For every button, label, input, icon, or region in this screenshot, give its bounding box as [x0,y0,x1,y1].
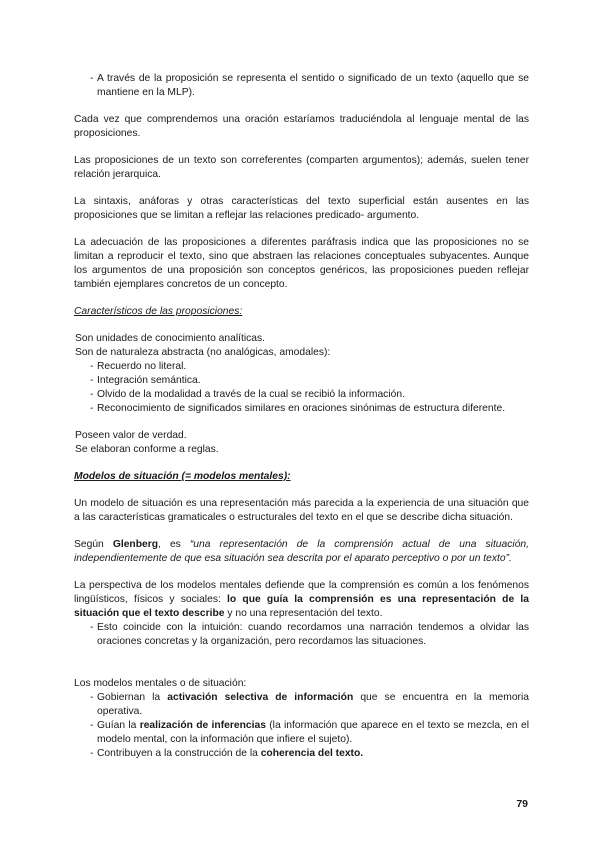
heading-caracteristicos: Característicos de las proposiciones: [74,306,243,317]
paragraph-sintaxis: La sintaxis, anáforas y otras características del texto superficial están ausentes en las proposiciones que se limitan a reflejar las relaciones predicado- argumento. [74,196,529,221]
list-item: - Gobiernan la activación selectiva de información que se encuentra en la memoria operativa. [74,691,529,719]
paragraph-modelos-lista-intro: Los modelos mentales o de situación: [74,678,247,689]
paragraph-parafrasis: La adecuación de las proposiciones a diferentes paráfrasis indica que las proposiciones no se limitan a reproducir el texto, sino que abstraen las relaciones conceptuales subyacentes. Aunque los argumentos de una proposición son conceptos genéricos, las proposiciones pueden reflejar también ejemplares concretos de un concepto. [74,237,529,290]
characteristic-abstracta: Son de naturaleza abstracta (no analógicas, amodales): [75,347,331,358]
paragraph-oracion: Cada vez que comprendemos una oración estaríamos traduciéndola al lenguaje mental de las proposiciones. [74,114,529,139]
abstract-list [74,360,529,416]
paragraph-correferentes: Las proposiciones de un texto son correferentes (comparten argumentos); además, suelen tener relación jerarquica. [74,155,529,180]
list-item: - Esto coincide con la intuición: cuando recordamos una narración tendemos a olvidar las oraciones concretas y la organización, pero recordamos las situaciones. [74,621,529,649]
quote: “una representación de la comprensión actual de una situación, independientemente de que esa situación sea descrita por el aparato perceptivo o por un texto”. [74,539,530,564]
list-item: - Contribuyen a la construcción de la coherencia del texto. [74,747,529,761]
intro-list [74,72,529,100]
list-item: - Reconocimiento de significados similares en oraciones sinónimas de estructura diferente. [74,402,529,416]
heading-modelos-situacion: Modelos de situación (= modelos mentales): [74,471,291,482]
paragraph-glenberg: Según Glenberg, es “una representación de la comprensión actual de una situación, independientemente de que esa situación sea descrita por el aparato perceptivo o por un texto”. [74,539,530,564]
document-page [74,72,529,761]
list-item: - Guían la realización de inferencias (la información que aparece en el texto se mezcla, en el modelo mental, con la información que infiere el sujeto). [74,719,529,747]
list-item: - Recuerdo no literal. [74,360,529,374]
emphasis: lo que guía la comprensión es una representación de la situación que el texto describe [74,594,530,619]
characteristic-reglas: Se elaboran conforme a reglas. [75,444,219,455]
list-item: - Integración semántica. [74,374,529,388]
paragraph-perspectiva: La perspectiva de los modelos mentales defiende que la comprensión es común a los fenómenos lingüísticos, físicos y sociales: lo que guía la comprensión es una representación de la situación que el texto describe y no una representación del texto. [74,580,530,619]
author-name: Glenberg [112,539,159,550]
modelos-list [74,691,529,761]
list-item: - A través de la proposición se representa el sentido o significado de un texto (aquello que se mantiene en la MLP). [74,72,529,100]
characteristic-verdad: Poseen valor de verdad. [75,430,187,441]
paragraph-modelo-definicion: Un modelo de situación es una representación más parecida a la experiencia de una situación que a las características gramaticales o estructurales del texto en el que se describe dicha situación. [74,498,529,523]
intuicion-list [74,621,529,649]
page-number: 79 [516,798,528,810]
list-item: - Olvido de la modalidad a través de la cual se recibió la información. [74,388,529,402]
characteristic-analiticas: Son unidades de conocimiento analíticas. [75,333,266,344]
